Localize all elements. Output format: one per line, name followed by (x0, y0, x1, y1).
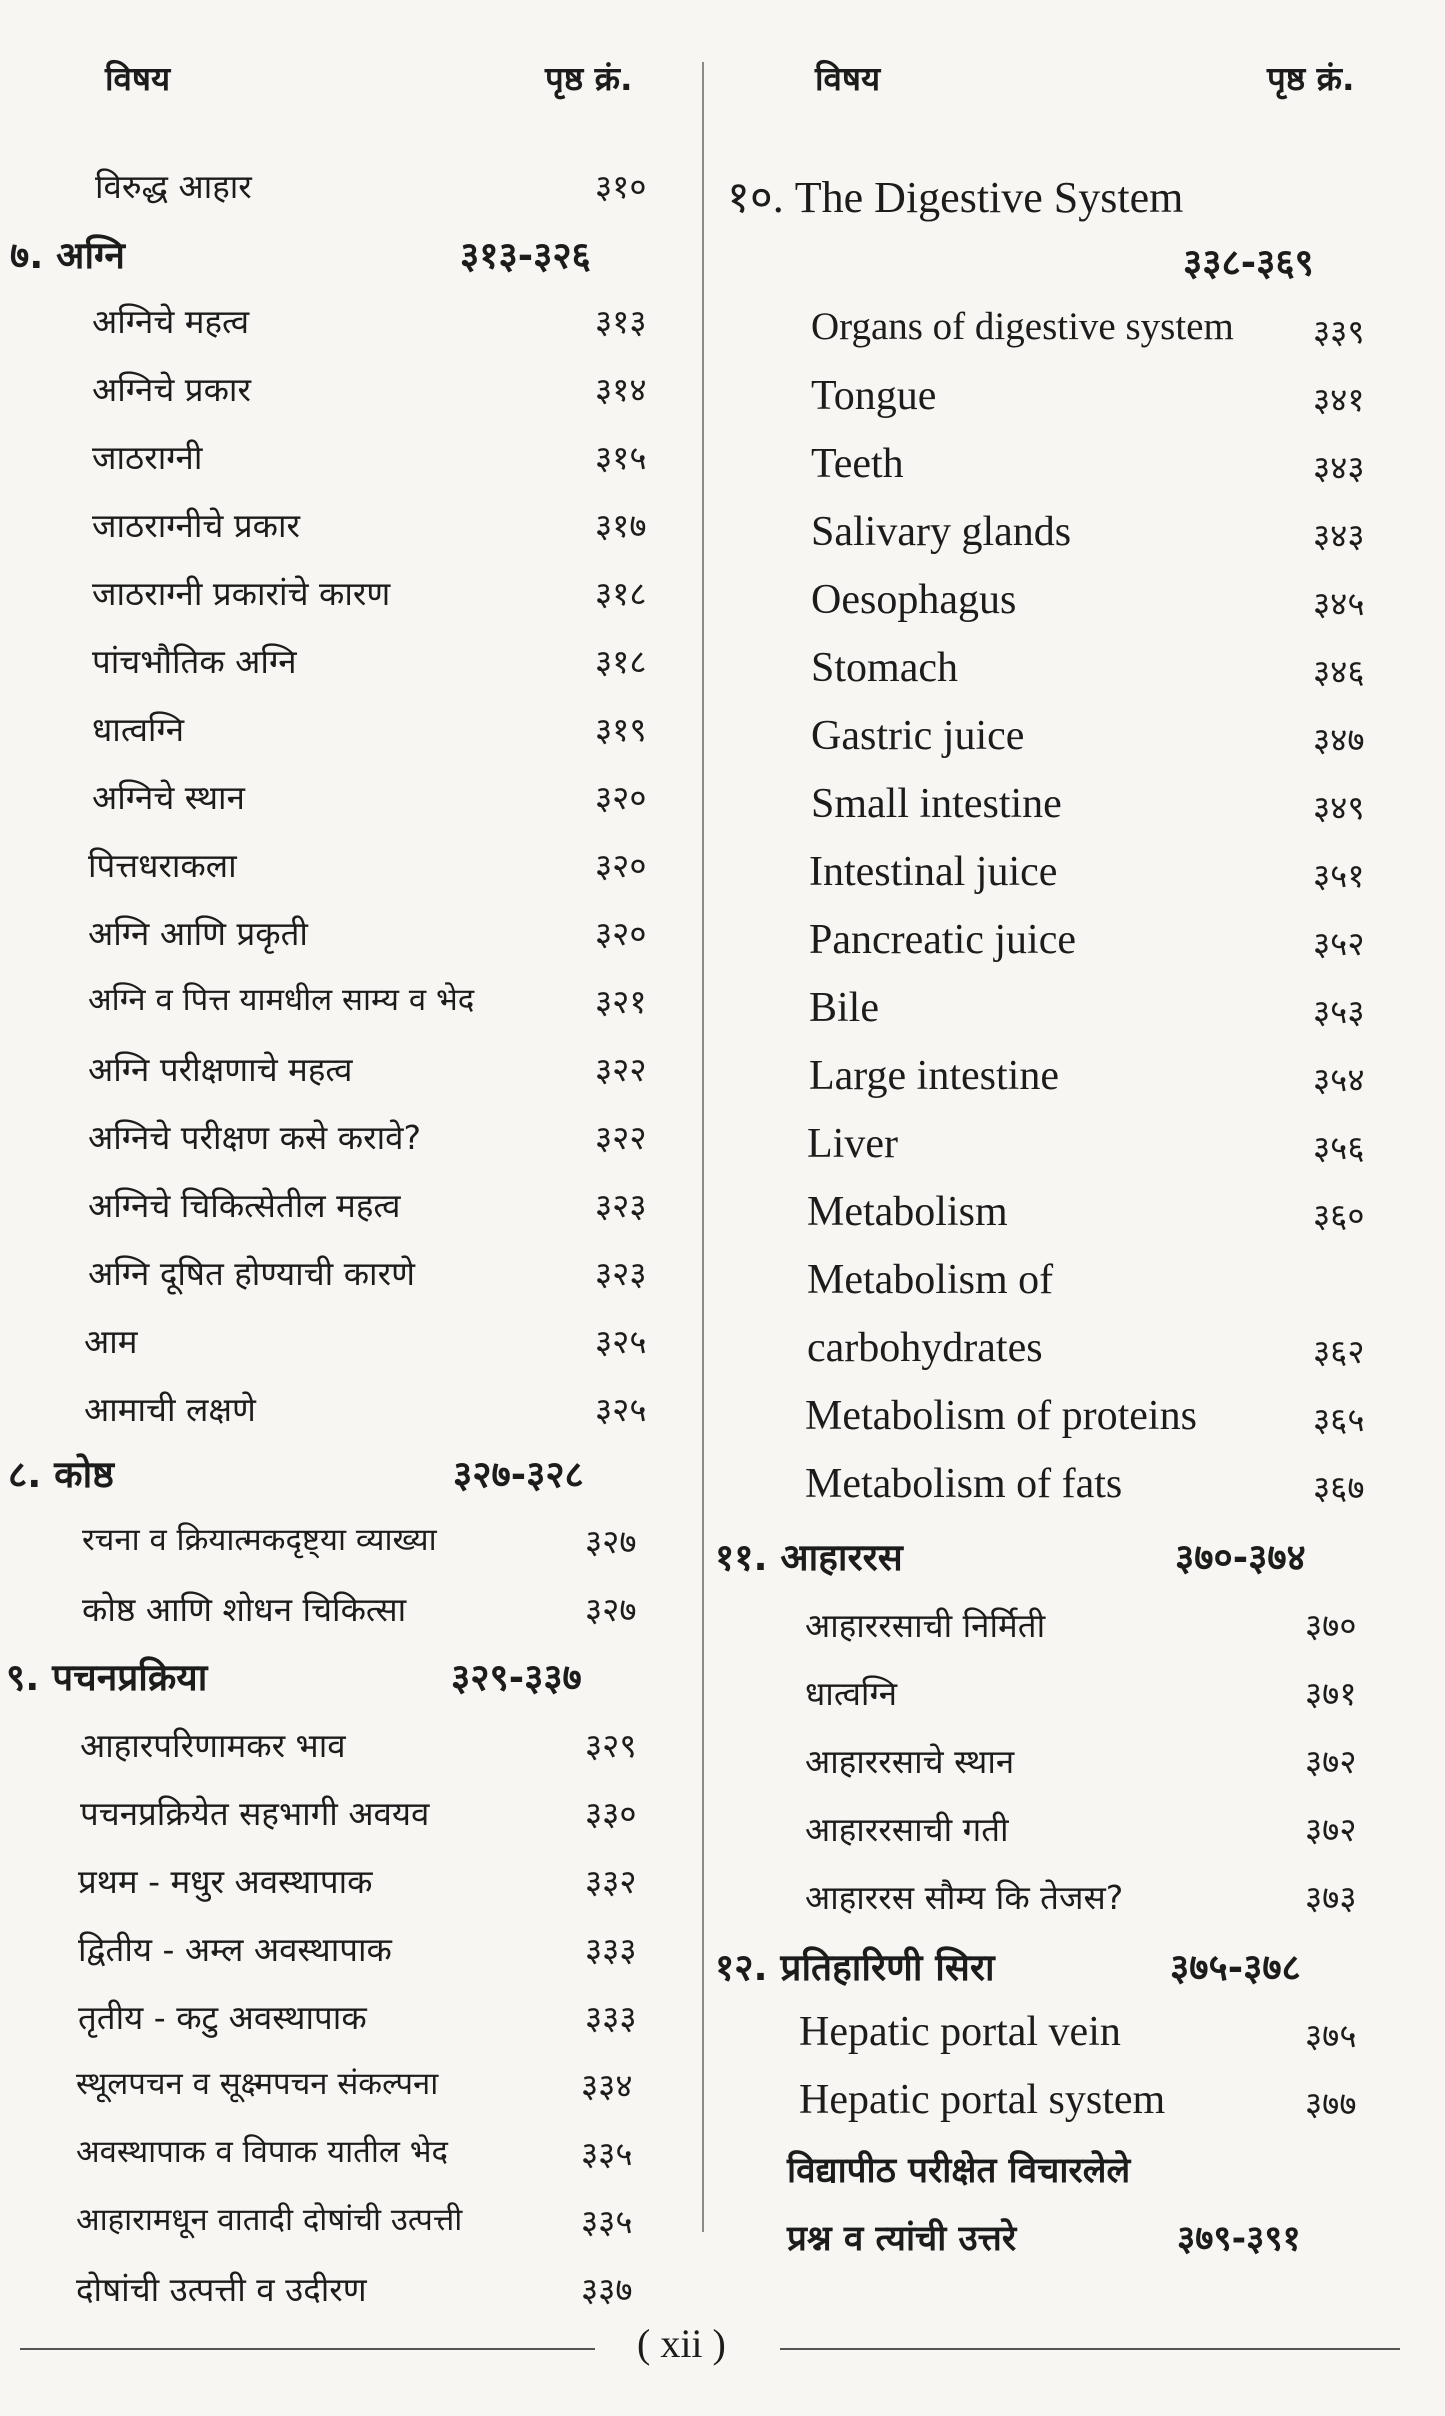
page-number-header: पृष्ठ क्रं. (545, 59, 633, 98)
page-number: ( xii ) (637, 2321, 726, 2366)
toc-page: विषय पृष्ठ क्रं. विरुद्ध आहार ३१० ७. अग्नि ३१३-३२६ अग्निचे महत्व ३१३ अग्निचे प्रकार ३१४ जाठराग्नी ३१५ जाठराग्नीचे प्रकार ३१७ जाठराग्नी प्रकारांचे कारण ३१८ पांचभौतिक अग्नि ३१८ धात्वग्नि ३१९ अग्निचे स्थान ३२० पित्तधराकला ३२० अग्नि आणि प्रकृती ३२० अग्नि व पित्त यामधील साम्य व भेद ३२१ अग्नि परीक्षणाचे महत्व ३२२ अग्निचे परीक्षण कसे करावे? ३२२ अग्निचे चिकित्सेतील महत्व ३२३ अग्नि दूषित होण्याची कारणे ३२३ आम ३२५ आमाची लक्षणे ३२५ ८. कोष्ठ ३२७-३२८ रचना व क्रियात्मकदृष्ट्या व्याख्या ३२७ कोष्ठ आणि शोधन चिकित्सा ३२७ ९. पचनप्रक्रिया ३२९-३३७ आहारपरिणामकर भाव ३२९ पचनप्रक्रियेत सहभागी अवयव ३३० प्रथम - मधुर अवस्थापाक ३३२ द्वितीय - अम्ल अवस्थापाक ३३३ तृतीय - कटु अवस्थापाक ३३३ स्थूलपचन व सूक्ष्मपचन संकल्पना ३३४ अवस्थापाक व विपाक यातील भेद ३३५ आहारामधून वातादी दोषांची उत्पत्ती ३३५ दोषांची उत्पत्ती व उदीरण ३३७ विषय पृष्ठ क्रं. १०. The Digestive System ३३८-३६९ Organs of digestive system ३३९ Tongue ३४१ Teeth ३४३ Salivary glands ३४३ Oesophagus ३४५ Stomach ३४६ Gastric juice ३४७ Small intestine ३४९ Intestinal juice ३५१ Pancreatic juice ३५२ Bile ३५३ Large intestine ३५४ Liver ३५६ Metabolism ३६० Metabolism of carbohydrates ३६२ Metabolism of proteins ३६५ Metabolism of fats ३६७ ११. आहाररस ३७०-३७४ आहाररसाची निर्मिती ३७० धात्वग्नि ३७१ आहाररसाचे स्थान ३७२ आहाररसाची गती ३७२ आहाररस सौम्य कि तेजस? ३७३ १२. प्रतिहारिणी सिरा ३७५-३७८ Hepatic portal vein ३७५ Hepatic portal system ३७७ विद्यापीठ परीक्षेत विचारलेले प्रश्न व त्यांची उत्तरे ३७९-३९१ ( xii ) (0, 0, 1445, 2416)
footer-rule-left (20, 2348, 595, 2350)
footer-rule-right (780, 2348, 1400, 2350)
page-number-header: पृष्ठ क्रं. (1267, 59, 1355, 98)
subject-header: विषय (815, 59, 881, 98)
page-footer (0, 2318, 1445, 2368)
column-divider (702, 62, 704, 2232)
subject-header: विषय (105, 59, 171, 98)
